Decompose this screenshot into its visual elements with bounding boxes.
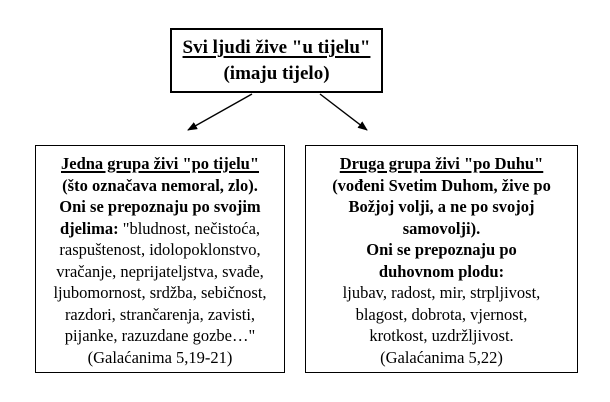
right-box-line3: Božjoj volji, a ne po svojoj: [348, 197, 535, 216]
top-box-all-people-live-in-body: [170, 28, 383, 93]
left-box-title: Jedna grupa živi "po tijelu": [61, 154, 259, 173]
right-box-line2: (vođeni Svetim Duhom, žive po: [332, 175, 551, 195]
arrow-to-left-box: [188, 94, 252, 130]
top-box-title: Svi ljudi žive "u tijelu": [182, 37, 371, 58]
left-box-line3: Oni se prepoznaju po svojim: [59, 197, 261, 216]
left-box-line8: razdori, strančarenja, zavisti,: [64, 304, 256, 324]
arrow-to-right-box: [320, 94, 367, 130]
left-box-line7: ljubomornost, srdžba, sebičnost,: [53, 283, 267, 302]
right-box-line9: krotkost, uzdržljivost.: [369, 326, 514, 345]
left-box-citation: (Galaćanima 5,19-21): [87, 347, 233, 367]
top-box-subtitle: (imaju tijelo): [223, 63, 330, 84]
left-box-line4-rest: "bludnost, nečistoća,: [122, 218, 261, 238]
right-box-line6: duhovnom plodu:: [378, 261, 505, 281]
right-box-group-by-spirit: [305, 145, 578, 373]
right-box-line5: Oni se prepoznaju po: [366, 240, 517, 259]
right-box-title: Druga grupa živi "po Duhu": [339, 154, 544, 173]
left-box-line4: [36, 218, 284, 240]
left-box-line9: pijanke, razuzdane gozbe…": [64, 326, 256, 345]
right-box-citation: (Galaćanima 5,22): [380, 347, 503, 367]
left-box-line2: (što označava nemoral, zlo).: [62, 175, 258, 195]
right-box-line4: samovolji).: [402, 218, 481, 238]
right-box-line7: ljubav, radost, mir, strpljivost,: [342, 283, 541, 302]
left-box-line5: raspuštenost, idolopoklonstvo,: [59, 240, 261, 259]
left-box-line6: vračanje, neprijateljstva, svađe,: [56, 261, 264, 281]
right-box-line8: blagost, dobrota, vjernost,: [355, 304, 528, 324]
left-box-group-by-flesh: [35, 145, 285, 373]
left-box-line4-bold: djelima:: [59, 218, 123, 238]
